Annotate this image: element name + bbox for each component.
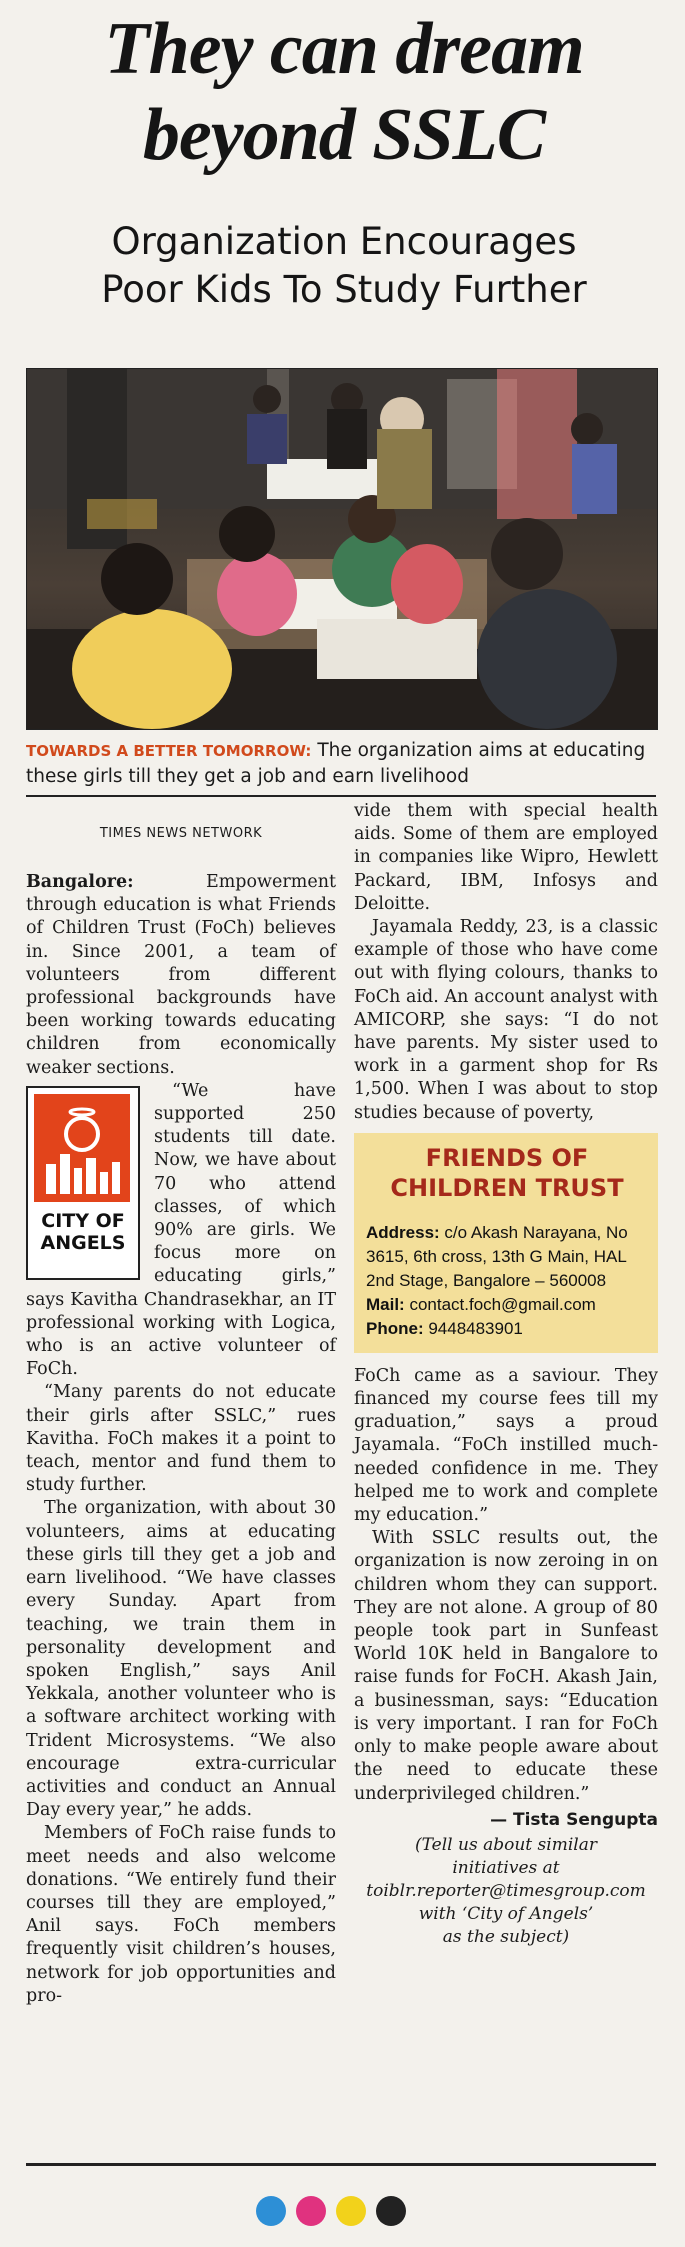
article-paragraph: “Many parents do not educate their girls after SSLC,” rues Kavitha. FoCh makes it a point to teach, mentor and fund them to study further. — [26, 1382, 336, 1496]
photo-caption — [26, 738, 656, 790]
info-address: Address: c/o Akash Narayana, No 3615, 6th cross, 13th G Main, HAL 2nd Stage, Bangalore – 560008 — [366, 1222, 628, 1290]
subheadline — [18, 218, 670, 314]
byline: TIMES NEWS NETWORK — [99, 826, 263, 841]
headline-line-1: They can dream — [104, 8, 584, 90]
info-mail: Mail: contact.foch@gmail.com — [366, 1294, 596, 1314]
article-column-2 — [354, 800, 658, 1949]
subheadline-line-2: Poor Kids To Study Further — [101, 268, 587, 311]
article-paragraph: The organization, with about 30 volunteers, aims at educating these girls till they get a job and earn livelihood. “We have classes every Sunday. Apart from teaching, we train them in personality development and spoken English,” says Anil Yekkala, another volunteer who is a software architect working with Trident Microsystems. “We also encourage extra-curricular activities and conduct an Annual Day every year,” he adds. — [26, 1498, 336, 1821]
reader-note: (Tell us about similar initiatives at toiblr.reporter@timesgroup.com with ‘City of Angels’ as the subject) — [366, 1834, 646, 1947]
city-of-angels-logo — [26, 1086, 140, 1280]
registration-marks — [256, 2196, 416, 2230]
info-phone: Phone: 9448483901 — [366, 1318, 523, 1338]
article-paragraph: Members of FoCh raise funds to meet needs and also welcome donations. “We entirely fund their courses till they are employed,” Anil says. FoCh members frequently visit children’s houses, network for job opportunities and pro- — [26, 1823, 336, 2006]
caption-text: The organization aims at educating these girls till they get a job and earn livelihood — [26, 740, 646, 787]
article-paragraph: Bangalore: Empowerment through education is what Friends of Children Trust (FoCh) believes in. Since 2001, a team of volunteers from different professional backgrounds have been working towards educating children from economically weaker sections. — [26, 872, 336, 1078]
author-signature: — Tista Sengupta — [490, 1809, 658, 1830]
article-paragraph: Jayamala Reddy, 23, is a classic example of those who have come out with flying colours, thanks to FoCh aid. An account analyst with AMICORP, she says: “I do not have parents. My sister used to work in a garment shop for Rs 1,500. When I was about to stop studies because of poverty, — [354, 917, 658, 1123]
subheadline-line-1: Organization Encourages — [111, 220, 577, 263]
caption-highlight: TOWARDS A BETTER TOMORROW: — [26, 742, 312, 760]
caption-divider — [26, 795, 656, 797]
black-dot-icon — [376, 2196, 406, 2226]
info-box — [354, 1133, 658, 1353]
headline-line-2: beyond SSLC — [142, 94, 546, 176]
dateline: Bangalore: — [26, 872, 134, 892]
logo-angel-mark — [34, 1094, 130, 1202]
info-box-title: FRIENDS OF CHILDREN TRUST — [390, 1143, 624, 1202]
article-column-1 — [26, 800, 336, 2008]
yellow-dot-icon — [336, 2196, 366, 2226]
bottom-divider — [26, 2163, 656, 2166]
article-paragraph: With SSLC results out, the organization is now zeroing in on children whom they can support. They are not alone. A group of 80 people took part in Sunfeast World 10K held in Bangalore to raise funds for FoCH. Akash Jain, a businessman, says: “Education is very important. I ran for FoCh only to make people aware about the need to educate these underprivileged children.” — [354, 1528, 658, 1804]
article-paragraph: vide them with special health aids. Some of them are employed in companies like Wipro, Hewlett Packard, IBM, Infosys and Deloitte. — [354, 801, 658, 914]
magenta-dot-icon — [296, 2196, 326, 2226]
article-paragraph: “We have supported 250 students till date. Now, we have about 70 who attend classes, of which 90% are girls. We focus more on educating girls,” says Kavitha Chandrasekhar, an IT professional working with Logica, who is an active volunteer of FoCh. — [26, 1080, 336, 1380]
cyan-dot-icon — [256, 2196, 286, 2226]
headline — [18, 6, 670, 178]
news-photo — [26, 368, 658, 730]
logo-label: CITY OF ANGELS — [40, 1209, 126, 1254]
classroom-photo-illustration — [27, 369, 657, 729]
article-paragraph: FoCh came as a saviour. They financed my course fees till my graduation,” says a proud Jayamala. “FoCh instilled much-needed confidence in me. They helped me to work and complete my education.” — [354, 1365, 658, 1526]
newspaper-clipping — [18, 0, 670, 2247]
